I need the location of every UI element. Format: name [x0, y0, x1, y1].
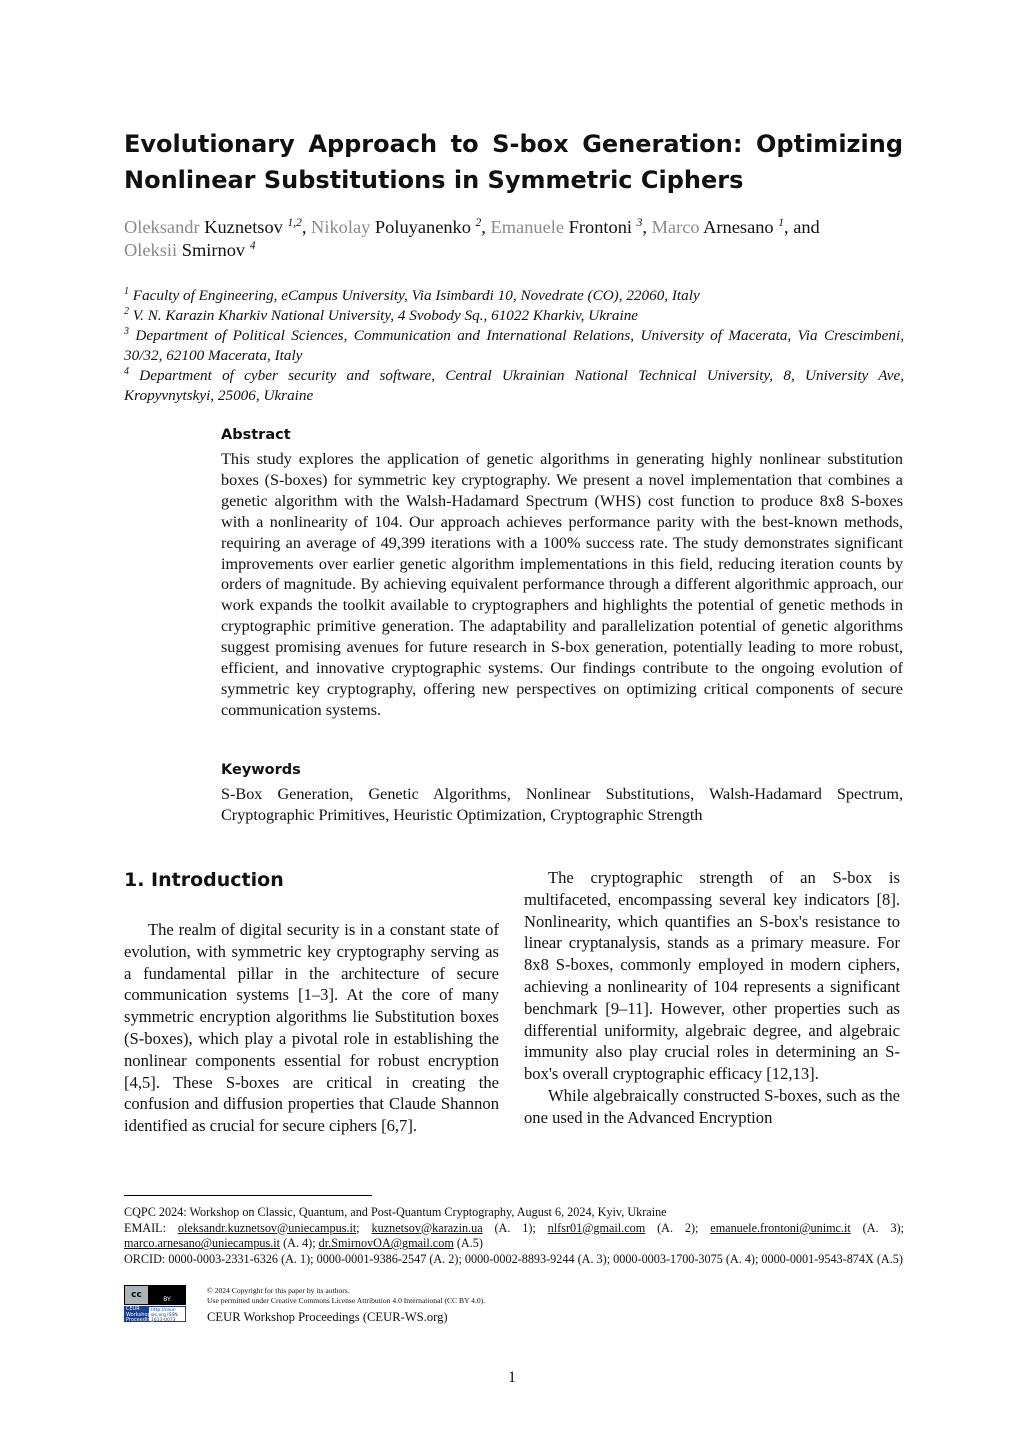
orcid-note: ORCID: 0000-0003-2331-6326 (A. 1); 0000-0001-9386-2547 (A. 2); 0000-0002-8893-9244 (A. 3); 0000-0003-1700-3075 (A. 4); 0000-0001-9543-874X (A.5) — [124, 1251, 903, 1266]
author-affiliation-mark: 1 — [778, 216, 784, 229]
license-line: Use permitted under Creative Commons License Attribution 4.0 International (CC BY 4.0). — [207, 1296, 486, 1305]
section-title: 1. Introduction — [124, 869, 284, 891]
footnote-rule — [124, 1195, 372, 1196]
email-link[interactable]: kuznetsov@karazin.ua — [371, 1220, 483, 1235]
abstract-heading: Abstract — [221, 427, 291, 443]
email-link[interactable]: emanuele.frontoni@unimc.it — [710, 1220, 851, 1235]
copyright-notice — [207, 1286, 485, 1306]
author-given-name: Oleksandr — [124, 217, 200, 237]
email-author-tag: (A. 3); — [850, 1220, 904, 1235]
email-author-tag: (A. 4); — [280, 1236, 319, 1251]
affiliation-text: V. N. Karazin Kharkiv National University, 4 Svobody Sq., 61022 Kharkiv, Ukraine — [132, 307, 639, 324]
author-affiliation-mark: 1,2 — [287, 216, 302, 229]
page-number: 1 — [508, 1369, 516, 1386]
affiliation-number: 4 — [124, 365, 129, 377]
affiliation-text: Faculty of Engineering, eCampus University, Via Isimbardi 10, Novedrate (CO), 22060, Italy — [132, 287, 700, 304]
author-family-name: Kuznetsov — [204, 217, 283, 237]
affiliation-number: 3 — [124, 325, 129, 337]
body-column-left — [124, 919, 499, 1137]
author-given-name: Nikolay — [311, 217, 371, 237]
affiliation-item — [124, 286, 904, 306]
author-affiliation-mark: 3 — [636, 216, 643, 229]
paper-title: Evolutionary Approach to S-box Generation: Optimizing Nonlinear Substitutions in Symmetric Ciphers — [124, 130, 903, 194]
cc-by-label: BY — [149, 1286, 185, 1304]
affiliation-item — [124, 326, 904, 366]
email-author-tag: (A. 1); — [482, 1220, 548, 1235]
email-author-tag: (A. 2); — [645, 1220, 711, 1235]
affiliation-text: Department of cyber security and software, Central Ukrainian National Technical University, 8, University Ave, Kropyvnytskyi, 25006, Ukraine — [124, 367, 904, 404]
author-given-name: Emanuele — [490, 217, 565, 237]
copyright-line: © 2024 Copyright for this paper by its authors. — [207, 1286, 350, 1295]
affiliation-list — [124, 286, 904, 406]
ceur-logo-icon — [124, 1306, 186, 1322]
email-link[interactable]: dr.SmirnovOA@gmail.com — [318, 1236, 454, 1251]
affiliation-number: 1 — [124, 285, 129, 297]
affiliation-number: 2 — [124, 305, 129, 317]
affiliation-item — [124, 366, 904, 406]
email-label: EMAIL: — [124, 1220, 178, 1235]
ceur-proceedings-label: CEUR Workshop Proceedings (CEUR-WS.org) — [207, 1310, 448, 1324]
author-given-name: Marco — [651, 217, 700, 237]
author-family-name: Smirnov — [181, 240, 246, 260]
author-family-name: Arnesano — [703, 217, 774, 237]
affiliation-item — [124, 306, 904, 326]
author-family-name: Frontoni — [568, 217, 632, 237]
cc-badge: cc — [125, 1286, 149, 1304]
email-link[interactable]: nlfsr01@gmail.com — [547, 1220, 646, 1235]
footnotes — [124, 1205, 904, 1267]
abstract-text: This study explores the application of genetic algorithms in generating highly nonlinear substitution boxes (S-boxes) for symmetric key cryptography. We present a novel implementation that combines a genetic algorithm with the Walsh-Hadamard Spectrum (WHS) cost function to produce 8x8 S-boxes with a nonlinearity of 104. Our approach achieves performance parity with the best-known methods, requiring an average of 49,399 iterations with a 100% success rate. The study demonstrates significant improvements over earlier genetic algorithm implementations in this field, reducing iteration counts by orders of magnitude. By achieving equivalent performance through a different algorithmic approach, our work expands the toolkit available to cryptographers and highlights the potential of genetic methods in cryptographic primitive generation. The adaptability and parallelization potential of genetic algorithms suggest promising avenues for future research in S-box generation, potentially leading to more robust, efficient, and innovative cryptographic systems. Our findings contribute to the ongoing evolution of symmetric key cryptography, offering new perspectives on optimizing critical components of secure communication systems. — [221, 450, 903, 719]
ceur-logo-url: http://ceur-ws.org ISSN 1613-0073 — [151, 1308, 178, 1323]
affiliation-text: Department of Political Sciences, Communication and International Relations, University of Macerata, Via Crescimbeni, 30/32, 62100 Macerata, Italy — [124, 327, 905, 364]
body-column-right — [524, 867, 900, 1129]
ceur-logo-name: CEUR Workshop Proceedings — [126, 1306, 157, 1323]
author-affiliation-mark: 4 — [249, 239, 256, 252]
email-author-tag: (A.5) — [453, 1236, 483, 1251]
author-affiliation-mark: 2 — [475, 216, 482, 229]
keywords-heading: Keywords — [221, 762, 301, 778]
email-link[interactable]: marco.arnesano@uniecampus.it — [124, 1236, 281, 1251]
body-paragraph: The realm of digital security is in a constant state of evolution, with symmetric key cryptography serving as a fundamental pillar in the architecture of secure communication systems [1–3]. At the core of many symmetric encryption algorithms lie Substitution boxes (S-boxes), which play a pivotal role in establishing the nonlinear components essential for robust encryption [4,5]. These S-boxes are critical in creating the confusion and diffusion properties that Claude Shannon identified as crucial for secure ciphers [6,7]. — [124, 920, 499, 1136]
author-given-name: Oleksii — [124, 240, 178, 260]
author-list: Oleksandr Kuznetsov $^{1,2}$, Nikolay Poluyanenko $^2$, Emanuele Frontoni $^3$, Marco Arnesano $^1$, and Oleksii Smirnov $^4$ — [124, 216, 820, 260]
email-separator: ; — [356, 1220, 372, 1235]
conference-note: CQPC 2024: Workshop on Classic, Quantum, and Post-Quantum Cryptography, August 6, 2024, Kyiv, Ukraine — [124, 1205, 667, 1219]
email-link[interactable]: oleksandr.kuznetsov@uniecampus.it — [177, 1220, 357, 1235]
author-family-name: Poluyanenko — [374, 217, 471, 237]
cc-by-license-icon — [124, 1285, 186, 1305]
body-paragraph: While algebraically constructed S-boxes, such as the one used in the Advanced Encryption — [524, 1085, 900, 1127]
author-conjunction: , and — [784, 217, 820, 237]
keywords-text: S-Box Generation, Genetic Algorithms, Nonlinear Substitutions, Walsh-Hadamard Spectrum, Cryptographic Primitives, Heuristic Optimization, Cryptographic Strength — [221, 785, 903, 824]
body-paragraph: The cryptographic strength of an S-box is multifaceted, encompassing several key indicators [8]. Nonlinearity, which quantifies an S-box's resistance to linear cryptanalysis, stands as a primary measure. For 8x8 S-boxes, commonly employed in modern ciphers, achieving a nonlinearity of 104 represents a significant benchmark [9–11]. However, other properties such as differential uniformity, algebraic degree, and algebraic immunity also play crucial roles in determining an S-box's overall cryptographic efficacy [12,13]. — [524, 868, 900, 1084]
email-note — [124, 1221, 904, 1252]
